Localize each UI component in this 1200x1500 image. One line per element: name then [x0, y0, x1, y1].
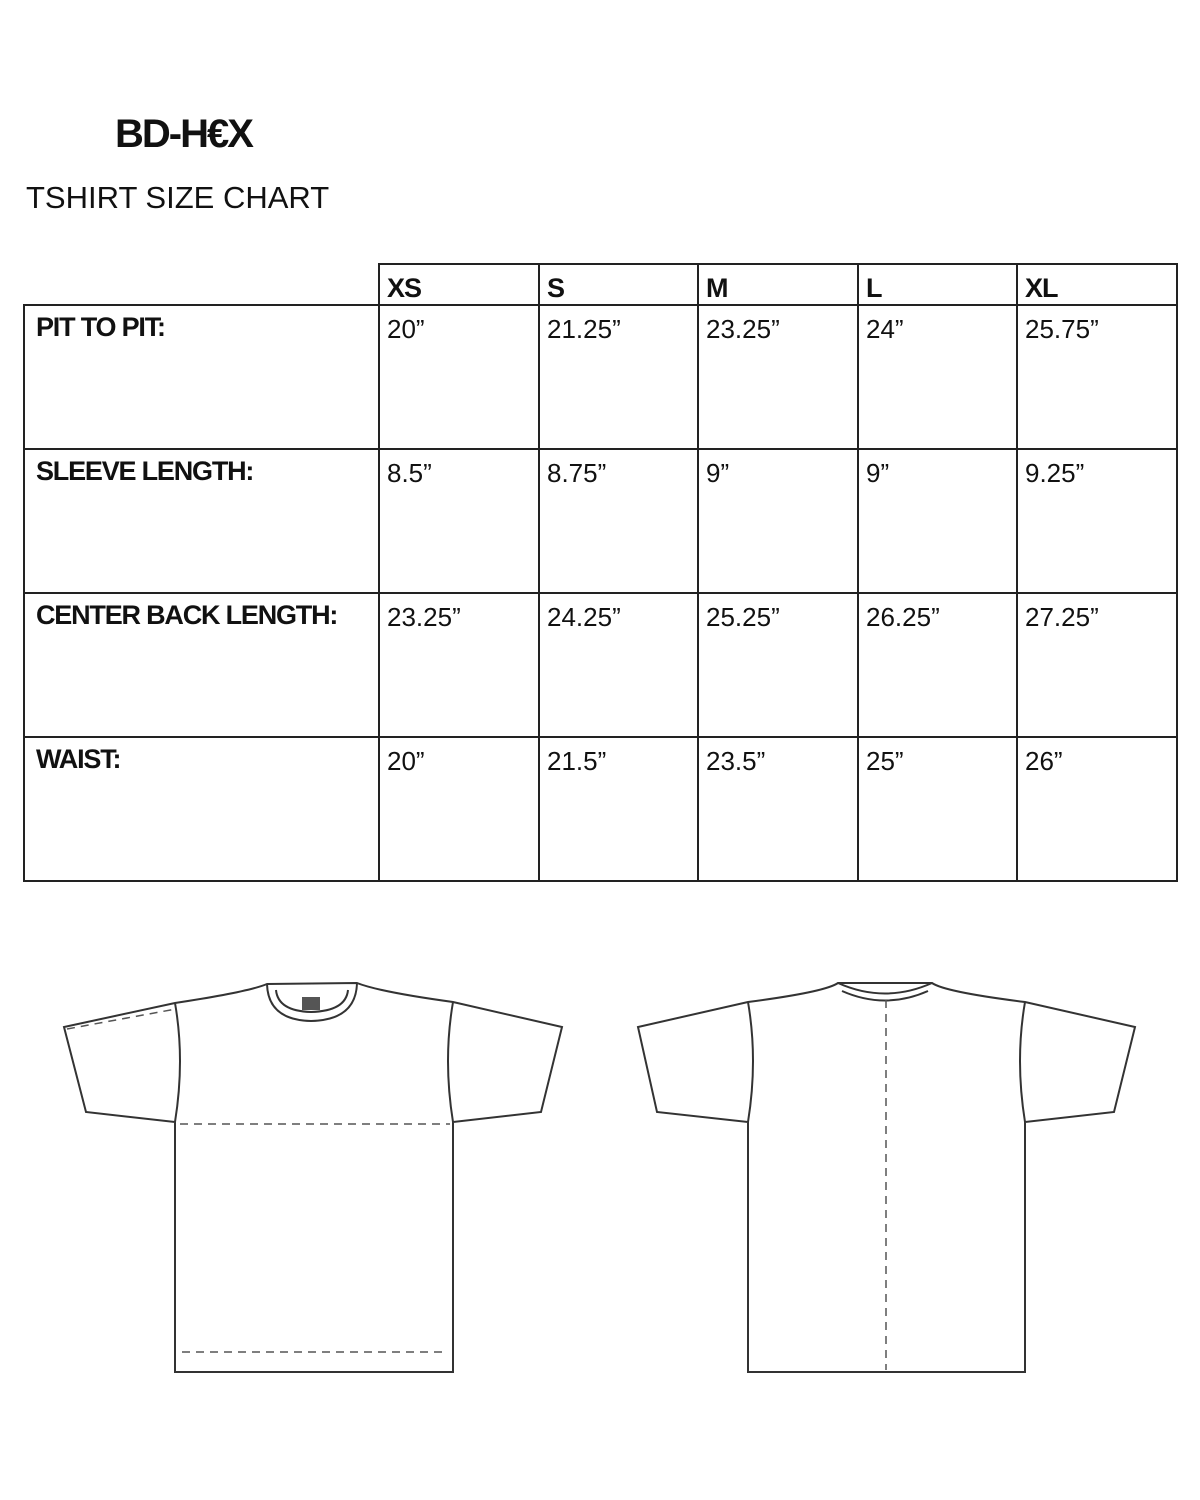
measurement-value: 23.5”	[706, 746, 766, 776]
measurement-value: 23.25”	[387, 602, 461, 632]
measurement-cell	[379, 449, 539, 593]
measurement-value: 24.25”	[547, 602, 621, 632]
size-header-label: XL	[1025, 273, 1058, 303]
measurement-cell	[1017, 737, 1177, 881]
measurement-cell	[858, 305, 1017, 449]
tshirt-front-diagram	[64, 983, 562, 1372]
row-label: PIT TO PIT:	[36, 312, 165, 342]
measurement-cell	[858, 737, 1017, 881]
row-label-cell	[24, 305, 379, 449]
measurement-value: 27.25”	[1025, 602, 1099, 632]
measurement-cell	[698, 593, 858, 737]
size-header-label: L	[866, 273, 882, 303]
size-chart-table	[23, 263, 1178, 882]
measurement-value: 25.25”	[706, 602, 780, 632]
table-header-row	[24, 264, 1177, 305]
size-header-label: S	[547, 273, 565, 303]
row-label-cell	[24, 737, 379, 881]
measurement-value: 8.5”	[387, 458, 432, 488]
table-row-center-back-length	[24, 593, 1177, 737]
row-label: WAIST:	[36, 744, 121, 774]
measurement-value: 9.25”	[1025, 458, 1085, 488]
brand-logo: BD-H€X	[115, 112, 252, 156]
front-body-outline	[64, 983, 562, 1372]
measurement-cell	[698, 737, 858, 881]
size-header-m	[698, 264, 858, 305]
measurement-value: 8.75”	[547, 458, 607, 488]
measurement-value: 9”	[706, 458, 730, 488]
measurement-cell	[858, 593, 1017, 737]
row-label-cell	[24, 593, 379, 737]
measurement-value: 20”	[387, 746, 425, 776]
size-header-xl	[1017, 264, 1177, 305]
back-collar-inner	[842, 991, 928, 1001]
table-corner-cell	[24, 264, 379, 305]
measurement-cell	[539, 305, 698, 449]
row-label-cell	[24, 449, 379, 593]
back-collar	[838, 983, 932, 994]
measurement-cell	[539, 449, 698, 593]
measurement-value: 20”	[387, 314, 425, 344]
back-left-sleeve-seam	[748, 1002, 753, 1122]
measurement-value: 25”	[866, 746, 904, 776]
measurement-value: 24”	[866, 314, 904, 344]
measurement-cell	[379, 593, 539, 737]
measurement-cell	[379, 737, 539, 881]
measurement-value: 23.25”	[706, 314, 780, 344]
size-header-xs	[379, 264, 539, 305]
table-row-sleeve-length	[24, 449, 1177, 593]
measurement-cell	[1017, 305, 1177, 449]
measurement-cell	[539, 737, 698, 881]
table-row-waist	[24, 737, 1177, 881]
measurement-value: 21.5”	[547, 746, 607, 776]
measurement-value: 25.75”	[1025, 314, 1099, 344]
row-label: SLEEVE LENGTH:	[36, 456, 254, 486]
measurement-cell	[698, 449, 858, 593]
measurement-value: 9”	[866, 458, 890, 488]
back-right-sleeve-seam	[1020, 1002, 1025, 1122]
measurement-cell	[539, 593, 698, 737]
measurement-value: 26.25”	[866, 602, 940, 632]
tshirt-back-diagram	[638, 983, 1135, 1372]
measurement-cell	[1017, 449, 1177, 593]
row-label: CENTER BACK LENGTH:	[36, 600, 338, 630]
table-row-pit-to-pit	[24, 305, 1177, 449]
front-left-sleeve-seam	[175, 1003, 180, 1122]
size-header-s	[539, 264, 698, 305]
neck-tag-icon	[302, 997, 320, 1010]
measurement-cell	[1017, 593, 1177, 737]
measurement-cell	[698, 305, 858, 449]
size-header-l	[858, 264, 1017, 305]
measurement-value: 21.25”	[547, 314, 621, 344]
size-header-label: XS	[387, 273, 422, 303]
measurement-value: 26”	[1025, 746, 1063, 776]
sleeve-length-guide	[67, 1009, 176, 1029]
tshirt-illustrations	[0, 960, 1200, 1400]
page-title: TSHIRT SIZE CHART	[26, 180, 330, 215]
front-right-sleeve-seam	[448, 1002, 453, 1122]
size-header-label: M	[706, 273, 728, 303]
measurement-cell	[379, 305, 539, 449]
measurement-cell	[858, 449, 1017, 593]
